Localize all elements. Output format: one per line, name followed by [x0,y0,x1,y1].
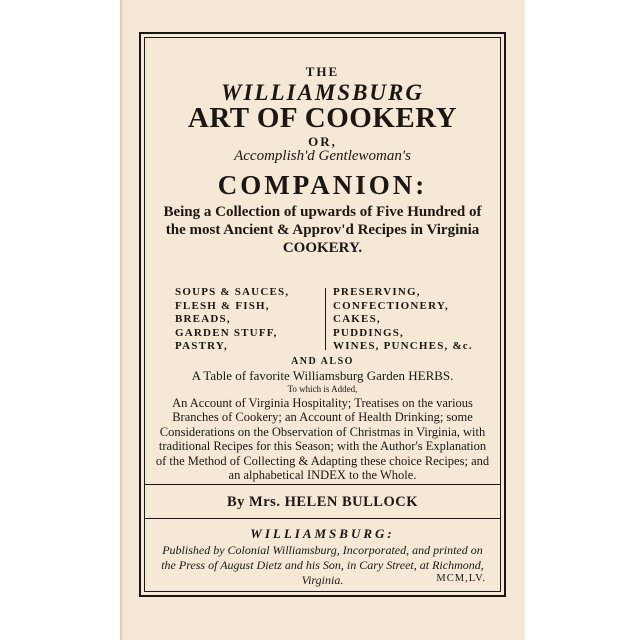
rule-below-author [145,518,500,519]
contents-item: WINES, PUNCHES, &c. [333,340,473,353]
contents-item: PASTRY, [175,340,228,353]
title-frame [139,32,506,597]
contents-right [333,286,473,354]
title-williamsburg: WILLIAMSBURG [221,80,424,105]
title-accomplished: Accomplish'd Gentlewoman's [234,148,411,164]
book-page [120,0,525,640]
contents-item: SOUPS & SAUCES, [175,286,290,298]
contents-item: FLESH & FISH, [175,299,270,312]
title-frame-inner [144,37,501,592]
column-divider [325,288,326,350]
contents-item: PUDDINGS, [333,326,404,339]
imprint-place: WILLIAMSBURG: [250,526,395,541]
contents-item: PRESERVING, [333,286,421,298]
imprint-publisher: Published by Colonial Williamsburg, Incorporated, and printed on the Press of August Dietz and his Son, in Cary Street, at Richmond, Virginia. [161,543,484,587]
contents-item: BREADS, [175,313,231,326]
rule-above-author [145,484,500,485]
contents-left [175,286,289,354]
imprint-date: MCM,LV. [436,573,486,584]
subtitle: Being a Collection of upwards of Five Hundred of the most Ancient & Approv'd Recipes in Virginia COOKERY. [163,204,482,256]
title-or: OR, [308,134,337,149]
and-also: AND ALSO [291,356,354,367]
contents-item: GARDEN STUFF, [175,326,278,339]
title-the: THE [305,64,340,79]
title-companion: COMPANION: [217,170,428,200]
author-line: By Mrs. HELEN BULLOCK [227,494,418,510]
herbs-table: A Table of favorite Williamsburg Garden HERBS. [191,368,454,383]
title-art-of-cookery: ART OF COOKERY [187,102,458,134]
to-which-added: To which is Added, [287,384,358,394]
contents-item: CONFECTIONERY, [333,299,449,312]
contents-columns [175,286,478,352]
page-gutter-shadow [120,0,124,640]
contents-item: CAKES, [333,313,381,326]
contents-paragraph: An Account of Virginia Hospitality; Treatises on the various Branches of Cookery; an Account of Health Drinking; some Considerations on the Observation of Christmas in Virginia, with traditional Recipes for this Season; with the Author's Explanation of the Method of Collecting & Adapting these choice Recipes; and an alphabetical INDEX to the Whole. [155,396,490,483]
